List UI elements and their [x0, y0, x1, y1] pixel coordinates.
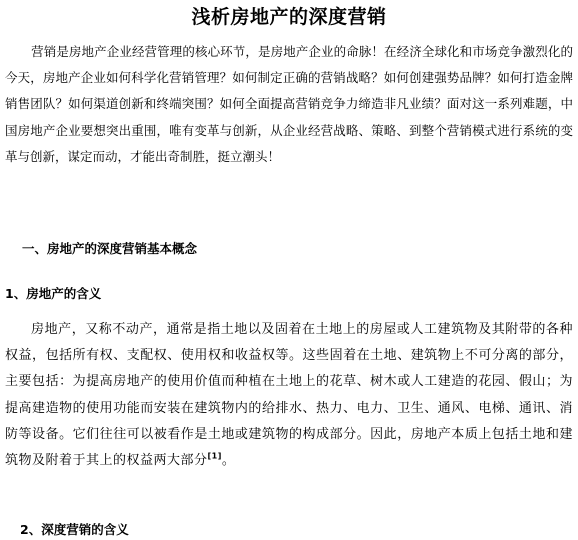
document-title: 浅析房地产的深度营销	[191, 6, 387, 28]
intro-paragraph	[5, 39, 573, 170]
citation-marker: [1]	[207, 451, 222, 461]
intro-text: 营销是房地产企业经营管理的核心环节，是房地产企业的命脉！在经济全球化和市场竞争激烈化的今天，房地产企业如何科学化营销管理？如何制定正确的营销战略？如何创建强势品牌？如何打造金牌销售团队？如何渠道创新和终端突围？如何全面提高营销竞争力缔造非凡业绩？面对这一系列难题，中国房地产企业要想突出重围，唯有变革与创新，从企业经营战略、策略、到整个营销模式进行系统的变革与创新，谋定而动，才能出奇制胜，挺立潮头！	[5, 44, 573, 164]
real-estate-definition-paragraph	[5, 317, 573, 474]
definition-text: 房地产，又称不动产，通常是指土地以及固着在土地上的房屋或人工建筑物及其附带的各种权益，包括所有权、支配权、使用权和收益权等。这些固着在土地、建筑物上不可分离的部分，主要包括：为提高房地产的使用价值而种植在土地上的花草、树木或人工建造的花园、假山；为提高建造物的使用功能而安装在建筑物内的给排水、热力、电力、卫生、通风、电梯、通讯、消防等设备。它们往往可以被看作是土地或建筑物的构成部分。因此，房地产本质上包括土地和建筑物及附着于其上的权益两大部分	[5, 322, 573, 469]
subsection-heading: 2、深度营销的含义	[20, 522, 129, 537]
subsection-heading: 1、房地产的含义	[5, 286, 102, 301]
sentence-end: 。	[221, 453, 236, 469]
section-heading: 一、房地产的深度营销基本概念	[22, 241, 198, 256]
